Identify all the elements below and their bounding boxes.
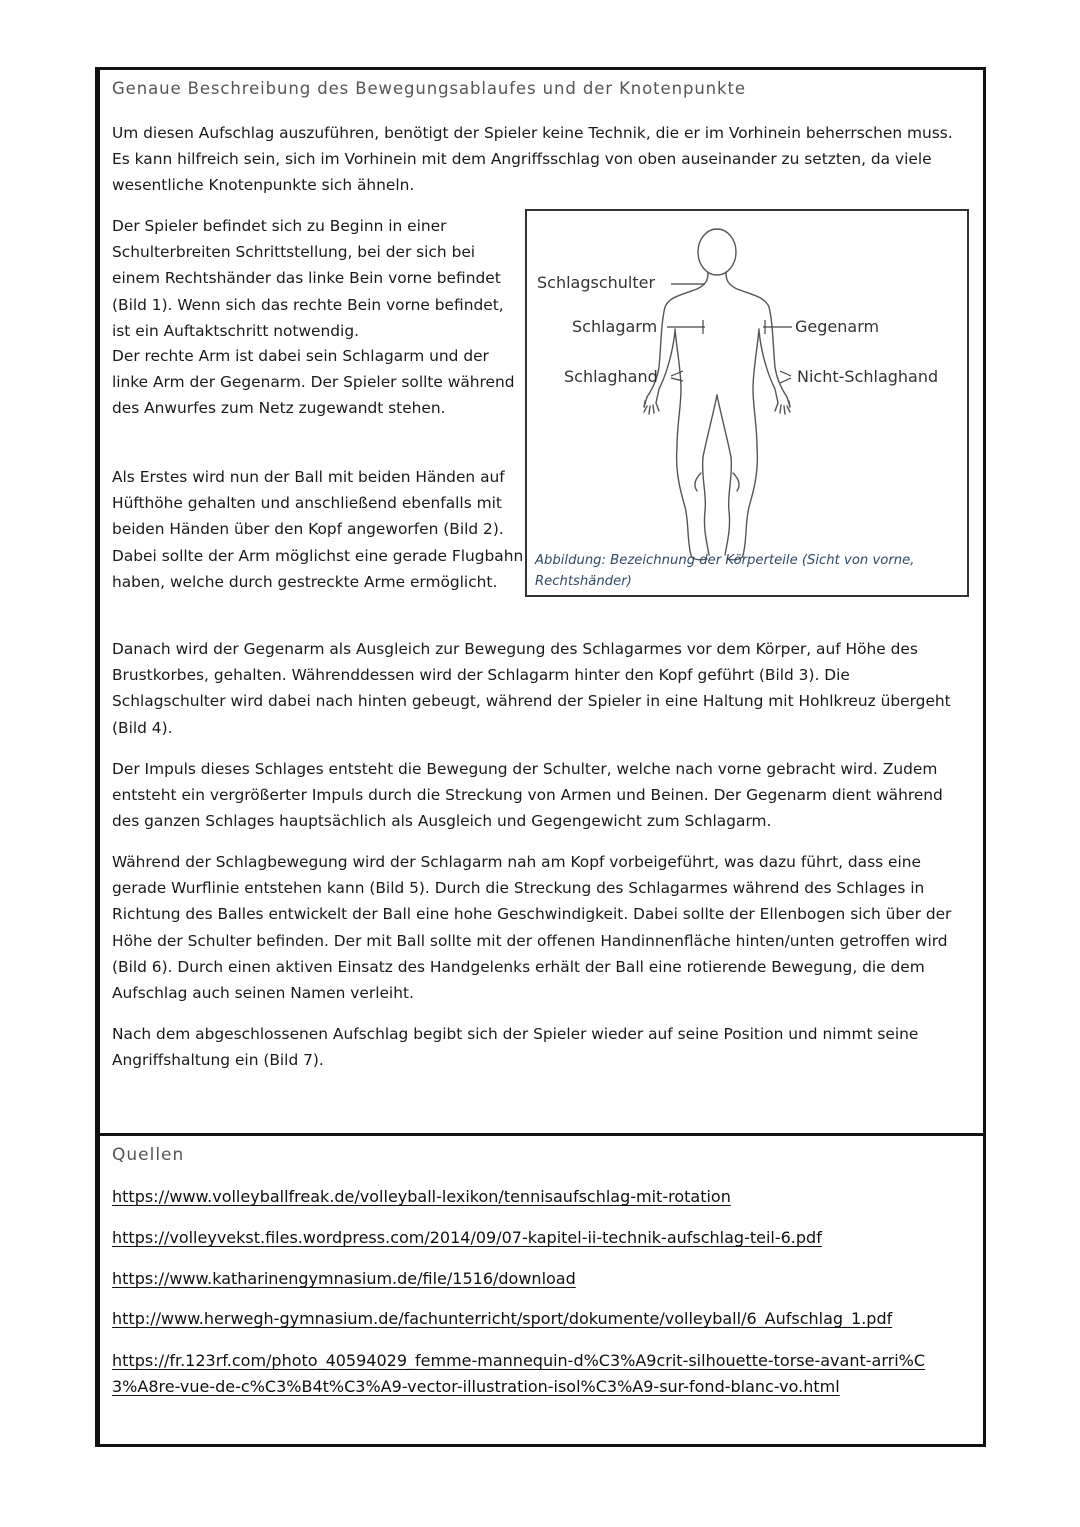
source-link[interactable]: https://www.katharinengymnasium.de/file/1516/download: [112, 1269, 576, 1288]
paragraph-finish: Nach dem abgeschlossenen Aufschlag begibt sich der Spieler wieder auf seine Position und nimmt seine Angriffshaltung ein (Bild 7).: [112, 1025, 919, 1070]
paragraph-intro: Um diesen Aufschlag auszuführen, benötigt der Spieler keine Technik, die er im Vorhinein beherrschen muss. Es kann hilfreich sein, sich im Vorhinein mit dem Angriffsschlag von oben auseinander zu setzten, da viele wesentliche Knotenpunkte sich ähneln.: [112, 124, 953, 195]
sources-heading: Quellen: [112, 1145, 185, 1165]
source-link[interactable]: https://www.volleyballfreak.de/volleyball-lexikon/tennisaufschlag-mit-rotation: [112, 1187, 731, 1206]
frame-inner-edge: [98, 70, 100, 1444]
body-diagram-figure: [525, 209, 969, 597]
paragraph-impulse: Der Impuls dieses Schlages entsteht die Bewegung der Schulter, welche nach vorne gebracht wird. Zudem entsteht ein vergrößerter Impuls durch die Streckung von Armen und Beinen. Der Gegenarm dient während des ganzen Schlages hauptsächlich als Ausgleich und Gegengewicht zum Schlagarm.: [112, 760, 943, 831]
paragraph-stance: Der Spieler befindet sich zu Beginn in einer Schulterbreiten Schrittstellung, bei der sich bei einem Rechtshänder das linke Bein vorne befindet (Bild 1). Wenn sich das rechte Bein vorne befindet, ist ein Auftaktschritt notwendig.: [112, 217, 504, 340]
section-heading: Genaue Beschreibung des Bewegungsablaufes und der Knotenpunkte: [112, 79, 746, 98]
label-gegenarm: Gegenarm: [795, 317, 880, 336]
paragraph-arms: Der rechte Arm ist dabei sein Schlagarm und der linke Arm der Gegenarm. Der Spieler sollte während des Anwurfes zum Netz zugewandt stehen.: [112, 347, 515, 418]
source-link[interactable]: https://fr.123rf.com/photo_40594029_femme-mannequin-d%C3%A9crit-silhouette-torse-avant-arri%C3%A8re-vue-de-c%C3%B4t%C3%A9-vector-illustration-isol%C3%A9-sur-fond-blanc-vo.html: [112, 1351, 926, 1396]
label-nicht-schlaghand: Nicht-Schlaghand: [797, 367, 939, 386]
human-silhouette-icon: [527, 211, 967, 595]
label-schlagschulter: Schlagschulter: [537, 273, 656, 292]
source-link[interactable]: https://volleyvekst.files.wordpress.com/2014/09/07-kapitel-ii-technik-aufschlag-teil-6.pdf: [112, 1228, 822, 1247]
source-link[interactable]: http://www.herwegh-gymnasium.de/fachunterricht/sport/dokumente/volleyball/6_Aufschlag_1.pdf: [112, 1309, 893, 1328]
paragraph-counter-arm: Danach wird der Gegenarm als Ausgleich zur Bewegung des Schlagarmes vor dem Körper, auf Höhe des Brustkorbes, gehalten. Währenddessen wird der Schlagarm hinter den Kopf geführt (Bild 3). Die Schlagschulter wird dabei nach hinten gebeugt, während der Spieler in eine Haltung mit Hohlkreuz übergeht (Bild 4).: [112, 640, 951, 737]
paragraph-toss: Als Erstes wird nun der Ball mit beiden Händen auf Hüfthöhe gehalten und anschließend ebenfalls mit beiden Händen über den Kopf angeworfen (Bild 2). Dabei sollte der Arm möglichst eine gerade Flugbahn haben, welche durch gestreckte Arme ermöglicht.: [112, 468, 524, 591]
paragraph-strike: Während der Schlagbewegung wird der Schlagarm nah am Kopf vorbeigeführt, was dazu führt, dass eine gerade Wurflinie entstehen kann (Bild 5). Durch die Streckung des Schlagarmes während des Schlages in Richtung des Balles entwickelt der Ball eine hohe Geschwindigkeit. Dabei sollte der Ellenbogen sich über der Höhe der Schulter befinden. Der mit Ball sollte mit der offenen Handinnenfläche hinten/unten getroffen wird (Bild 6). Durch einen aktiven Einsatz des Handgelenks erhält der Ball eine rotierende Bewegung, die dem Aufschlag auch seinen Namen verleiht.: [112, 853, 952, 1003]
section-divider: [95, 1133, 986, 1136]
figure-caption: Abbildung: Bezeichnung der Körperteile (Sicht von vorne, Rechtshänder): [535, 553, 915, 589]
label-schlagarm: Schlagarm: [572, 317, 658, 336]
label-schlaghand: Schlaghand: [564, 367, 658, 386]
